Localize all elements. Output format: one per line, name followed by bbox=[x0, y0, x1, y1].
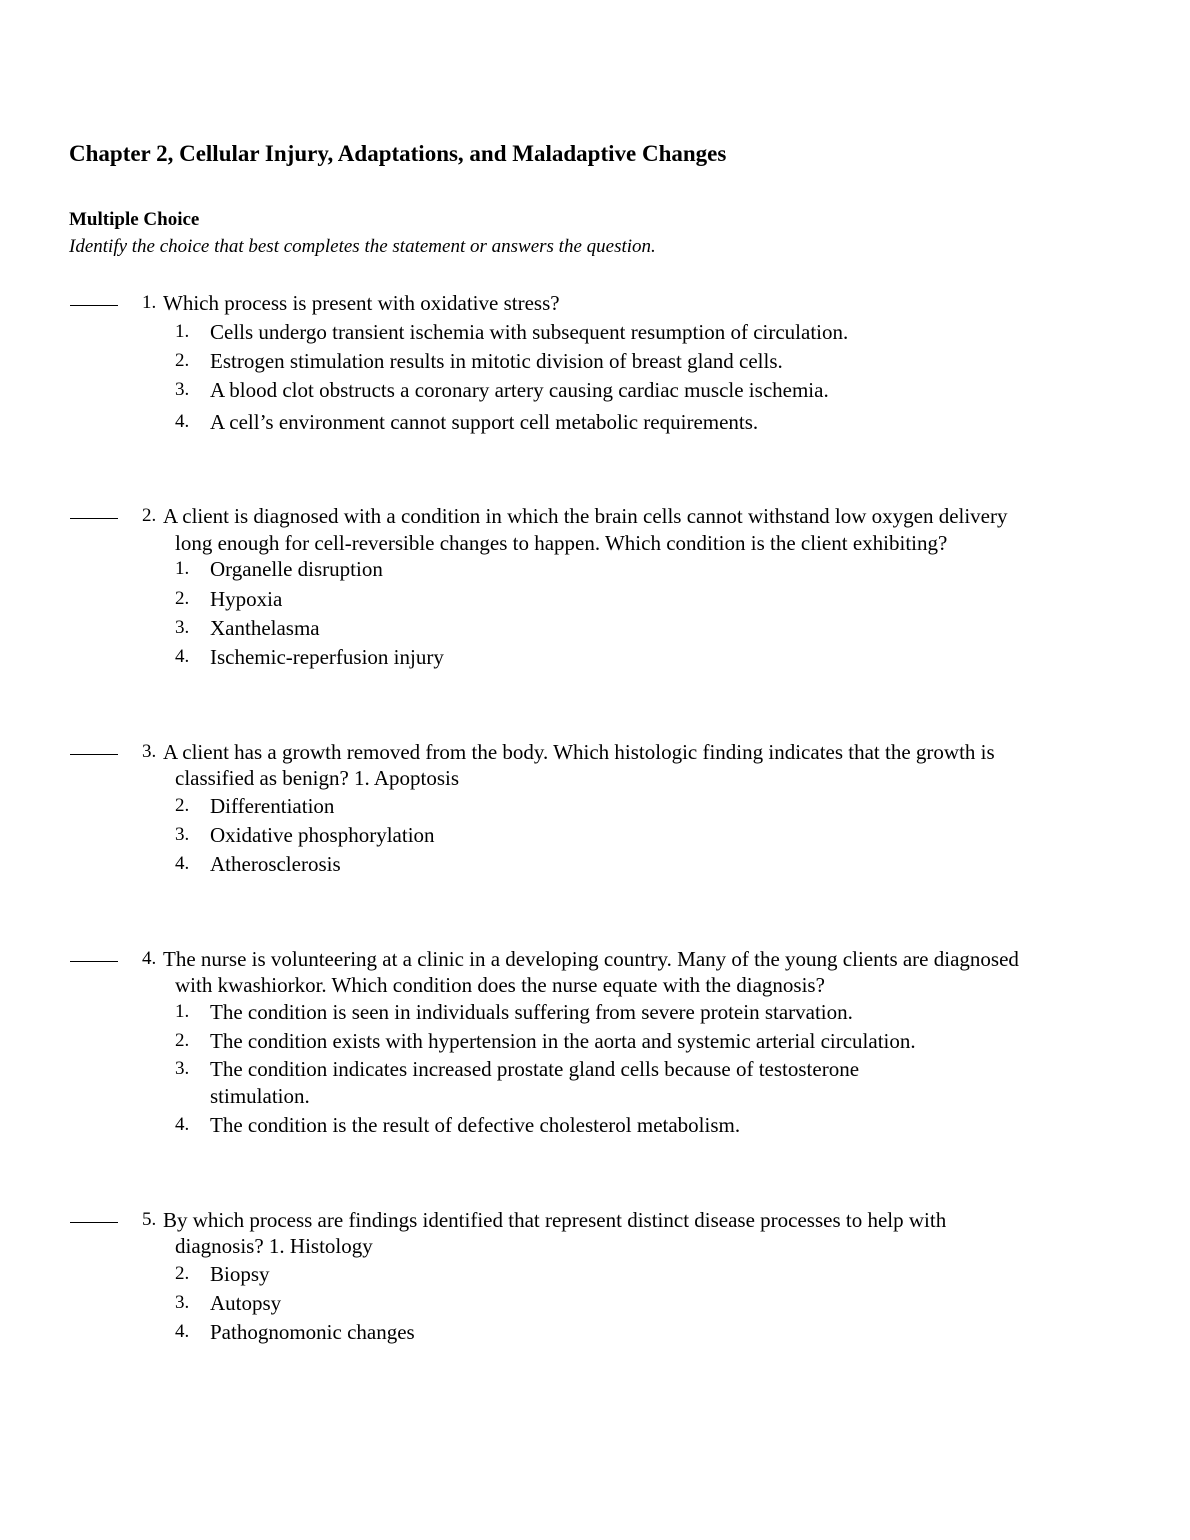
option-text: Organelle disruption bbox=[210, 557, 383, 581]
question-number: 4. bbox=[142, 948, 157, 969]
option-text: Oxidative phosphorylation bbox=[210, 823, 435, 847]
option-text: Cells undergo transient ischemia with subsequent resumption of circulation. bbox=[210, 320, 849, 344]
option-number: 2. bbox=[175, 795, 190, 816]
question-stem: By which process are findings identified that represent distinct disease processes to help with bbox=[163, 1208, 947, 1232]
option-text: Pathognomonic changes bbox=[210, 1320, 415, 1344]
option-number: 3. bbox=[175, 1292, 190, 1313]
answer-blank[interactable] bbox=[70, 754, 118, 755]
option-text-continued: stimulation. bbox=[210, 1084, 310, 1108]
option-number: 4. bbox=[175, 853, 190, 874]
option-text: The condition is seen in individuals suffering from severe protein starvation. bbox=[210, 1000, 853, 1024]
question-number: 1. bbox=[142, 292, 157, 313]
option-text: Biopsy bbox=[210, 1262, 270, 1286]
question-stem: A client has a growth removed from the body. Which histologic finding indicates that the growth is bbox=[163, 740, 995, 764]
option-text: Estrogen stimulation results in mitotic division of breast gland cells. bbox=[210, 349, 783, 373]
answer-blank[interactable] bbox=[70, 961, 118, 962]
option-text: Xanthelasma bbox=[210, 616, 320, 640]
question-stem: The nurse is volunteering at a clinic in a developing country. Many of the young clients are diagnosed bbox=[163, 947, 1019, 971]
section-instruction: Identify the choice that best completes the statement or answers the question. bbox=[69, 236, 656, 257]
question-stem: A client is diagnosed with a condition in which the brain cells cannot withstand low oxygen delivery bbox=[163, 504, 1008, 528]
option-number: 4. bbox=[175, 1321, 190, 1342]
question-stem: Which process is present with oxidative stress? bbox=[163, 291, 560, 315]
question-stem-continued: with kwashiorkor. Which condition does the nurse equate with the diagnosis? bbox=[175, 973, 825, 997]
option-text: A blood clot obstructs a coronary artery causing cardiac muscle ischemia. bbox=[210, 378, 829, 402]
option-number: 3. bbox=[175, 824, 190, 845]
option-number: 1. bbox=[175, 321, 190, 342]
answer-blank[interactable] bbox=[70, 1222, 118, 1223]
page-title: Chapter 2, Cellular Injury, Adaptations, and Maladaptive Changes bbox=[69, 141, 727, 166]
question-number: 3. bbox=[142, 741, 157, 762]
option-number: 2. bbox=[175, 1030, 190, 1051]
answer-blank[interactable] bbox=[70, 518, 118, 519]
option-number: 1. bbox=[175, 1001, 190, 1022]
answer-blank[interactable] bbox=[70, 305, 118, 306]
option-number: 4. bbox=[175, 646, 190, 667]
option-number: 1. bbox=[175, 558, 190, 579]
question-number: 5. bbox=[142, 1209, 157, 1230]
option-text: A cell’s environment cannot support cell metabolic requirements. bbox=[210, 410, 759, 434]
option-number: 3. bbox=[175, 1058, 190, 1079]
option-number: 4. bbox=[175, 411, 190, 432]
option-text: Ischemic-reperfusion injury bbox=[210, 645, 444, 669]
option-number: 2. bbox=[175, 350, 190, 371]
option-number: 2. bbox=[175, 588, 190, 609]
option-number: 3. bbox=[175, 617, 190, 638]
question-stem-continued: classified as benign? 1. Apoptosis bbox=[175, 766, 460, 790]
question-stem-continued: diagnosis? 1. Histology bbox=[175, 1234, 373, 1258]
option-number: 2. bbox=[175, 1263, 190, 1284]
option-text: The condition is the result of defective cholesterol metabolism. bbox=[210, 1113, 741, 1137]
option-text: Hypoxia bbox=[210, 587, 283, 611]
option-number: 3. bbox=[175, 379, 190, 400]
section-heading: Multiple Choice bbox=[69, 209, 200, 230]
option-number: 4. bbox=[175, 1114, 190, 1135]
option-text: Atherosclerosis bbox=[210, 852, 341, 876]
option-text: Autopsy bbox=[210, 1291, 282, 1315]
option-text: Differentiation bbox=[210, 794, 335, 818]
option-text: The condition exists with hypertension in the aorta and systemic arterial circulation. bbox=[210, 1029, 916, 1053]
option-text: The condition indicates increased prostate gland cells because of testosterone bbox=[210, 1057, 860, 1081]
question-number: 2. bbox=[142, 505, 157, 526]
question-stem-continued: long enough for cell-reversible changes to happen. Which condition is the client exhibiting? bbox=[175, 531, 948, 555]
